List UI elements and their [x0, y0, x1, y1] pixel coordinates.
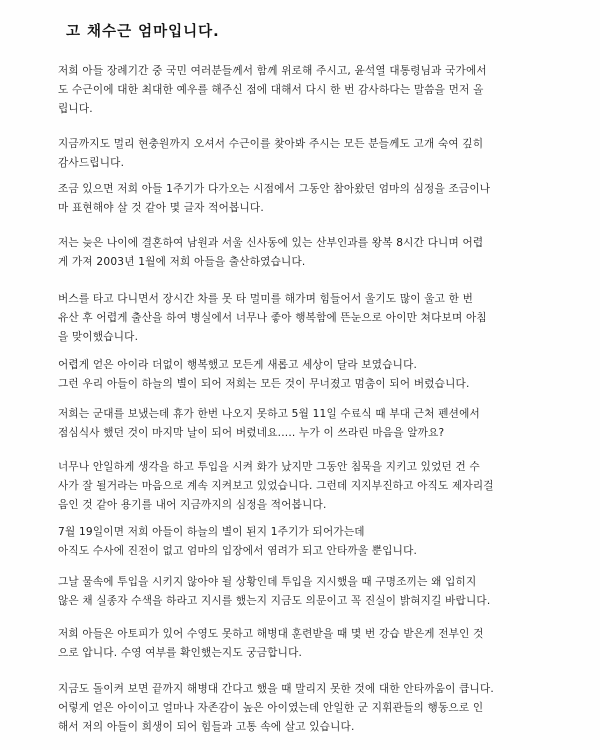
- paragraph-line: 어렵게 얻은 아이라 더없이 행복했고 모든게 새롭고 세상이 달라 보였습니다.: [58, 359, 418, 371]
- paragraph-line: 그런 우리 아들이 하늘의 별이 되어 저희는 모든 것이 무너졌고 멈춤이 되어 버렸습니다.: [58, 378, 470, 390]
- paragraph-4: [58, 234, 538, 272]
- letter-title: 고 채수근 엄마입니다.: [66, 24, 220, 40]
- paragraph-line: 너무나 안일하게 생각을 하고 투입을 시켜 화가 났지만 그동안 침묵을 지키고 있었던 건 수: [58, 461, 480, 473]
- paragraph-line: 지금도 돌이켜 보면 끝까지 해병대 간다고 했을 때 말리지 못한 것에 대한 안타까움이 큽니다.: [58, 683, 494, 695]
- paragraph-line: 저희는 군대를 보냈는데 휴가 한번 나오지 못하고 5월 11일 수료식 때 부대 근처 펜션에서: [58, 408, 480, 420]
- paragraph-12: [58, 680, 538, 737]
- paragraph-line: 음인 것 같아 용기를 내어 지금까지의 심정을 적어봅니다.: [58, 499, 327, 511]
- paragraph-11: [58, 625, 538, 663]
- paragraph-line: 그날 물속에 투입을 시키지 않아야 될 상황인데 투입을 지시했을 때 구명조끼는 왜 입히지: [58, 576, 477, 588]
- paragraph-line: 저는 늦은 나이에 결혼하여 남원과 서울 신사동에 있는 산부인과를 왕복 8시간 다니며 어렵: [58, 237, 484, 249]
- paragraph-line: 어렇게 얻은 아이이고 얼마나 자존감이 높은 아이였는데 안일한 군 지휘관들의 행동으로 인: [58, 702, 484, 714]
- paragraph-line: 조금 있으면 저희 아들 1주기가 다가오는 시점에서 그동안 참아왔던 엄마의 심정을 조금이나: [58, 183, 491, 195]
- paragraph-line: 저희 아들은 아토피가 있어 수영도 못하고 해병대 훈련받을 때 몇 번 강습 받은게 전부인 것: [58, 628, 484, 640]
- paragraph-line: 을 맞이했습니다.: [58, 331, 139, 343]
- paragraph-line: 으로 압니다. 수영 여부를 확인했는지도 궁금합니다.: [58, 647, 303, 659]
- paragraph-line: 해서 저의 아들이 희생이 되어 힘들과 고통 속에 살고 있습니다.: [58, 721, 355, 733]
- paragraph-1: [58, 62, 538, 119]
- paragraph-2: [58, 135, 538, 173]
- paragraph-line: 7월 19일이면 저희 아들이 하늘의 별이 된지 1주기가 되어가는데: [58, 526, 365, 538]
- paragraph-line: 사가 잘 될거라는 마음으로 계속 지켜보고 있었습니다. 그런데 지지부진하고 아직도 제자리걸: [58, 480, 494, 492]
- paragraph-line: 지금까지도 멀리 현충원까지 오셔서 수근이를 찾아봐 주시는 모든 분들께도 고개 숙여 깊히: [58, 138, 484, 150]
- paragraph-3: [58, 180, 538, 218]
- paragraph-5: [58, 290, 538, 347]
- paragraph-line: 않은 채 실종자 수색을 하라고 지시를 했는지 지금도 의문이고 꼭 진실이 밝혀지길 바랍니다.: [58, 595, 491, 607]
- paragraph-line: 립니다.: [58, 103, 93, 115]
- paragraph-line: 유산 후 어렵게 출산을 하여 병실에서 너무나 좋아 행복함에 뜬눈으로 아이만 쳐다보며 아침: [58, 312, 487, 324]
- paragraph-9: [58, 523, 538, 561]
- paragraph-line: 감사드립니다.: [58, 157, 125, 169]
- paragraph-line: 저희 아들 장례기간 중 국민 여러분들께서 함께 위로해 주시고, 윤석열 대통령님과 국가에서: [58, 65, 487, 77]
- paragraph-line: 마 표현해야 살 것 같아 몇 글자 적어봅니다.: [58, 202, 264, 214]
- paragraph-line: 도 수근이에 대한 최대한 예우를 해주신 점에 대해서 다시 한 번 감사하다는 말씀을 먼저 올: [58, 84, 484, 96]
- paragraph-line: 게 가져 2003년 1월에 저희 아들을 출산하였습니다.: [58, 256, 306, 268]
- paragraph-6: [58, 356, 538, 394]
- paragraph-line: 아직도 수사에 진전이 없고 엄마의 입장에서 염려가 되고 안타까울 뿐입니다.: [58, 545, 418, 557]
- paragraph-10: [58, 573, 538, 611]
- paragraph-line: 점심식사 했던 것이 마지막 날이 되어 버렸네요..... 누가 이 쓰라린 마음을 알까요?: [58, 427, 445, 439]
- paragraph-7: [58, 405, 538, 443]
- paragraph-8: [58, 458, 538, 515]
- paragraph-line: 버스를 타고 다니면서 장시간 차를 못 타 멀미를 해가며 힘들어서 울기도 많이 울고 한 번: [58, 293, 474, 305]
